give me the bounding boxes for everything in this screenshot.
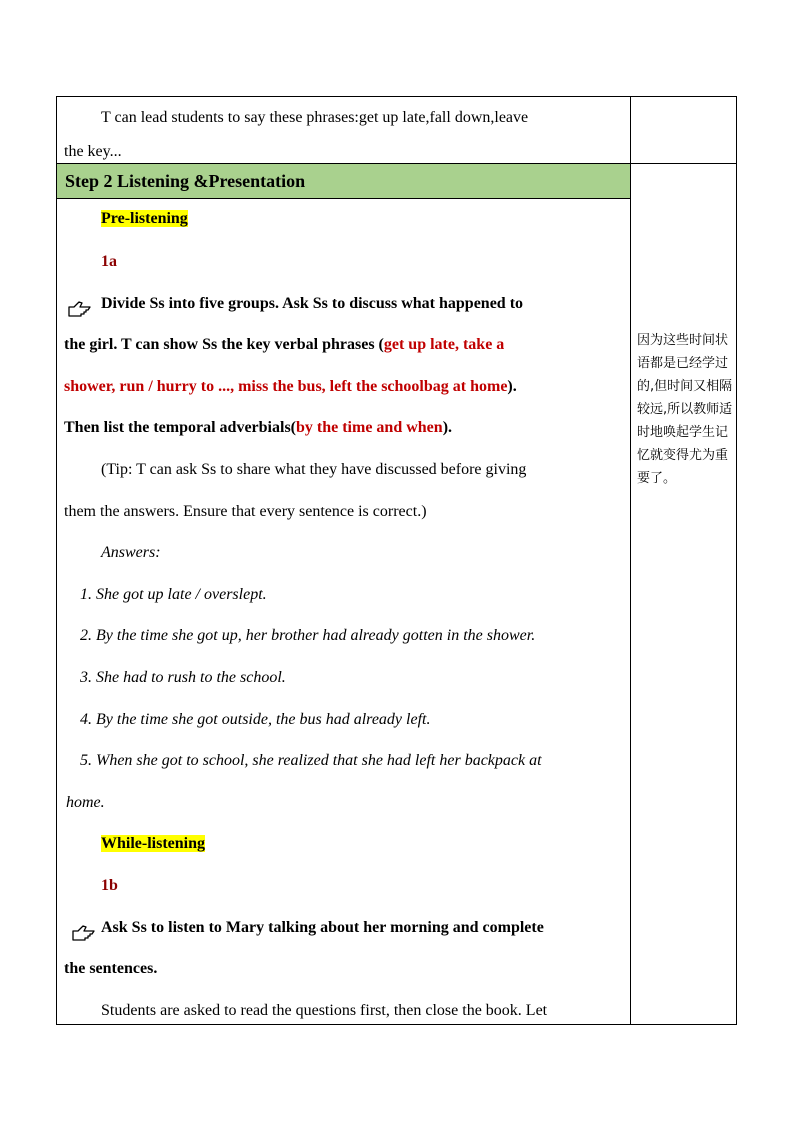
pre-listening-label bbox=[101, 208, 188, 230]
divide-line-b bbox=[64, 334, 504, 356]
divide-d-red: by the time and when bbox=[296, 419, 443, 436]
divide-c-red: shower, run / hurry to ..., miss the bus, left the schoolbag at home bbox=[64, 378, 508, 395]
divide-c-plain: ). bbox=[507, 378, 517, 395]
column-divider bbox=[630, 97, 631, 1024]
answer-item: 3. She had to rush to the school. bbox=[80, 669, 286, 686]
listen-task-a: Ask Ss to listen to Mary talking about her morning and complete bbox=[101, 919, 544, 936]
pre-listening-highlight: Pre-listening bbox=[101, 210, 188, 227]
while-listening-label bbox=[101, 833, 205, 855]
divide-b-plain: the girl. T can show Ss the key verbal phrases ( bbox=[64, 336, 384, 353]
section-code-1b: 1b bbox=[101, 877, 118, 894]
lesson-table bbox=[56, 96, 737, 1025]
answer-tail: home. bbox=[66, 794, 105, 811]
row1-line2: the key... bbox=[64, 143, 122, 160]
divide-d-plain: Then list the temporal adverbials( bbox=[64, 419, 296, 436]
divide-line-c bbox=[64, 376, 517, 398]
divide-line-d bbox=[64, 417, 452, 439]
while-listening-highlight: While-listening bbox=[101, 835, 206, 852]
pointing-hand-icon bbox=[70, 920, 98, 944]
divide-line-a: Divide Ss into five groups. Ask Ss to discuss what happened to bbox=[101, 295, 524, 312]
answer-item: 5. When she got to school, she realized that she had left her backpack at bbox=[80, 752, 542, 769]
listen-note: Students are asked to read the questions first, then close the book. Let bbox=[101, 1002, 548, 1019]
section-code-1a: 1a bbox=[101, 253, 117, 270]
step-title: Step 2 Listening &Presentation bbox=[57, 164, 630, 198]
row1-line1: T can lead students to say these phrases:get up late,fall down,leave bbox=[101, 109, 529, 126]
pointing-hand-icon bbox=[66, 296, 94, 320]
answer-item: 1. She got up late / overslept. bbox=[80, 586, 267, 603]
tip-line-a: (Tip: T can ask Ss to share what they have discussed before giving bbox=[101, 461, 527, 478]
step-bar-bottom bbox=[57, 198, 630, 199]
listen-task-b: the sentences. bbox=[64, 960, 158, 977]
answer-item: 4. By the time she got outside, the bus had already left. bbox=[80, 711, 431, 728]
divide-b-red: get up late, take a bbox=[383, 336, 505, 353]
divide-d-end: ). bbox=[442, 419, 453, 436]
teacher-side-note: 因为这些时间状语都是已经学过的,但时间又相隔较远,所以教师适时地唤起学生记忆就变得尤为重要了。 bbox=[637, 333, 733, 486]
answers-label: Answers: bbox=[101, 544, 161, 561]
answer-item: 2. By the time she got up, her brother had already gotten in the shower. bbox=[80, 627, 536, 644]
tip-line-b: them the answers. Ensure that every sentence is correct.) bbox=[64, 503, 427, 520]
